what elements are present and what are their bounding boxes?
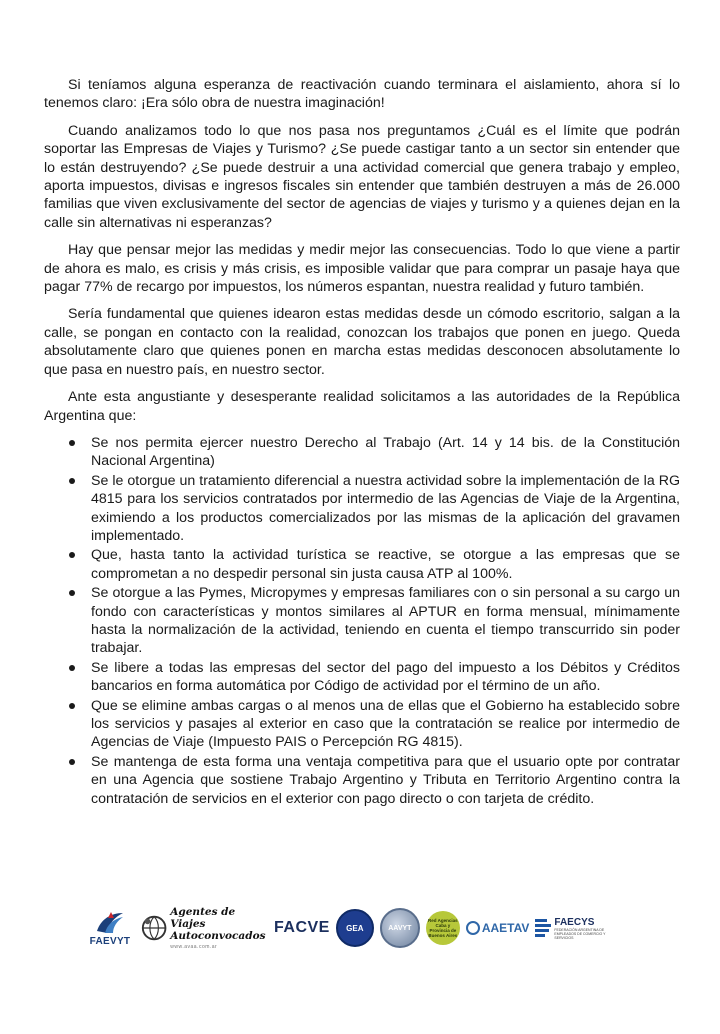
bullet-icon: [69, 552, 75, 558]
aavyt-logo: AAVYT: [380, 908, 420, 948]
list-item-text: Se libere a todas las empresas del sector del pago del impuesto a los Débitos y Créditos bancarios en forma automática por Código de actividad por el término de un año.: [91, 659, 680, 695]
ava-line1: Agentes de Viajes: [170, 906, 236, 930]
list-item: [91, 472, 680, 546]
faecys-subtitle: FEDERACIÓN ARGENTINA DE EMPLEADOS DE COMERCIO Y SERVICIOS: [554, 927, 606, 940]
paragraph-request-intro: Ante esta angustiante y desesperante realidad solicitamos a las autoridades de la República Argentina que:: [44, 389, 680, 424]
list-item: [91, 546, 680, 583]
list-item-text: Se otorgue a las Pymes, Micropymes y empresas familiares con o sin personal a su cargo un fondo con características y montos similares al APTUR en forma mensual, mínimamente hasta la normalización de la actividad, teniendo en cuenta el tiempo transcurrido sin poder trabajar.: [91, 585, 680, 657]
letter-body: [44, 76, 680, 809]
bullet-icon: [69, 703, 75, 709]
faecys-stripes-icon: [535, 919, 551, 937]
aaetav-logo: [466, 921, 530, 935]
list-item: [91, 434, 680, 471]
faecys-label: FAECYS: [554, 916, 595, 928]
paragraph-reality: Sería fundamental que quienes idearon estas medidas desde un cómodo escritorio, salgan a la calle, se pongan en contacto con la realidad, conozcan los trabajos que ponen en juego. Queda absolutamente claro que quienes ponen en marcha estas medidas desconocen absolutamente lo que pasa en nuestro país, en nuestro sector.: [44, 306, 680, 378]
paragraph-consequences: Hay que pensar mejor las medidas y medir mejor las consecuencias. Todo lo que viene a partir de ahora es malo, es crisis y más crisis, es imposible validar que para comprar un pasaje haya que pagar 77% de recargo por impuestos, los números espantan, nuestra realidad y futuro también.: [44, 242, 680, 296]
list-item-text: Se mantenga de esta forma una ventaja competitiva para que el usuario opte por contratar en una Agencia que sostiene Trabajo Argentino y Tributa en Territorio Argentino contra la contratación de servicios en el exterior con pago directo o con tarjeta de crédito.: [91, 753, 680, 807]
list-item: [91, 753, 680, 808]
list-item-text: Se le otorgue un tratamiento diferencial a nuestra actividad sobre la implementación de la RG 4815 para los servicios contratados por intermedio de las Agencias de Viaje de la Argentina, eximiendo a los productos comercializados por las mismas de la aplicación del gravamen implementado.: [91, 472, 680, 544]
gea-logo: GEA: [336, 909, 374, 947]
list-item: [91, 584, 680, 658]
agentes-autoconvocados-logo: [140, 906, 268, 950]
paragraph-intro: Si teníamos alguna esperanza de reactivación cuando terminara el aislamiento, ahora sí lo tenemos claro: ¡Era sólo obra de nuestra imaginación!: [44, 77, 680, 112]
bullet-icon: [69, 759, 75, 765]
aaetav-ring-icon: [466, 921, 480, 935]
paragraph-questions: Cuando analizamos todo lo que nos pasa nos preguntamos ¿Cuál es el límite que podrán soportar las Empresas de Viajes y Turismo? ¿Se puede castigar tanto a un sector sin entender que lo están destruyendo? ¿Se puede destruir a una actividad comercial que genera trabajo y empleo, aporta impuestos, divisas e ingresos fiscales sin entender que también destruyen a más de 26.000 familias que viven exclusivamente del sector de agencias de viajes y turismo y a quienes dejan en la calle sin alternativas ni esperanzas?: [44, 122, 680, 231]
red-agencias-logo: Red Agencias Caba y Provincia de Buenos Aires: [426, 911, 460, 945]
list-item-text: Que, hasta tanto la actividad turística se reactive, se otorgue a las empresas que se comprometan a no despedir personal sin justa causa ATP al 100%.: [91, 547, 680, 582]
list-item: [91, 659, 680, 696]
bullet-icon: [69, 665, 75, 671]
list-item-text: Se nos permita ejercer nuestro Derecho al Trabajo (Art. 14 y 14 bis. de la Constitución Nacional Argentina): [91, 434, 680, 470]
facve-logo: FACVE: [274, 919, 330, 936]
bullet-icon: [69, 590, 75, 596]
list-item: [91, 697, 680, 752]
list-item-text: Que se elimine ambas cargas o al menos una de ellas que el Gobierno ha establecido sobre los servicios y pasajes al exterior en caso que la contratación se realice por intermedio de Agencias de Viaje (Impuesto PAIS o Percepción RG 4815).: [91, 697, 680, 751]
ava-web: www.avaa.com.ar: [170, 944, 218, 950]
bullet-icon: [69, 478, 75, 484]
ava-line2: Autoconvocados: [170, 930, 266, 942]
faevyt-emblem-icon: [93, 909, 127, 935]
faecys-logo: [535, 917, 616, 940]
logo-strip: [86, 898, 646, 958]
faevyt-logo: [86, 909, 134, 947]
bullet-icon: [69, 440, 75, 446]
requests-list: [44, 434, 680, 808]
aaetav-label: AAETAV: [481, 921, 530, 935]
globe-icon: [140, 913, 168, 943]
faevyt-label: FAEVYT: [89, 936, 131, 947]
